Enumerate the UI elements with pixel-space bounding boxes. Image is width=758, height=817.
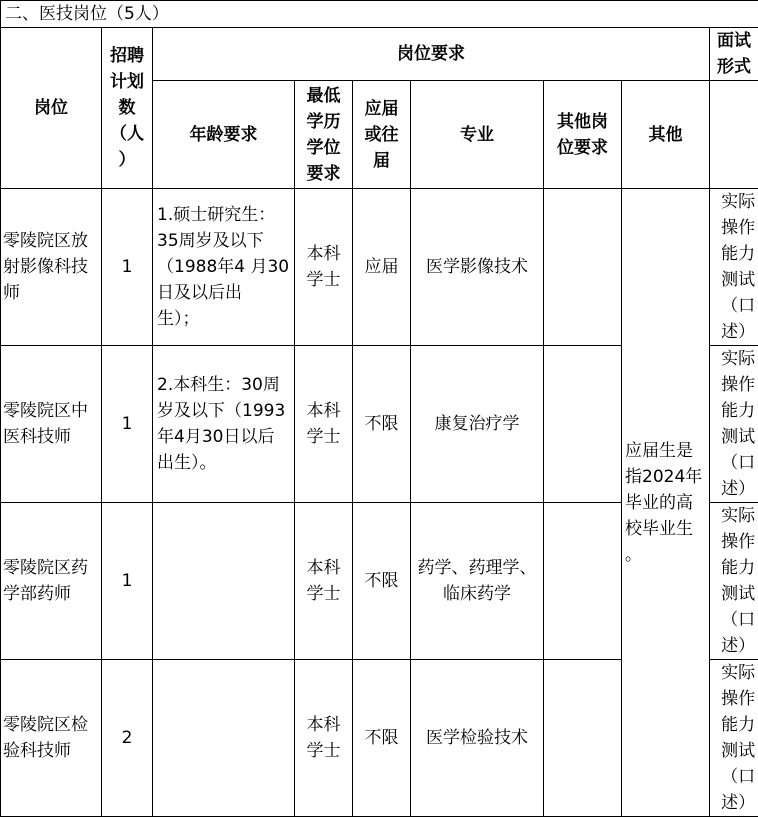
other-position-cell — [544, 189, 622, 346]
graduate-cell: 不限 — [353, 660, 411, 817]
header-graduate: 应届 或往 届 — [353, 81, 411, 189]
position-cell: 零陵院区药 学部药师 — [1, 503, 102, 660]
header-interview: 面试 形式 — [710, 28, 758, 81]
major-cell: 医学检验技术 — [411, 660, 544, 817]
count-cell: 2 — [102, 660, 153, 817]
other-position-cell — [544, 346, 622, 503]
count-cell: 1 — [102, 346, 153, 503]
header-education: 最低 学历 学位 要求 — [295, 81, 353, 189]
other-position-cell — [544, 660, 622, 817]
age-cell: 1.硕士研究生： 35周岁及以下 （1988年4 月30 日及以后出 生）； — [153, 189, 295, 346]
age-cell: 2.本科生：30周 岁及以下（1993 年4月30日以后 出生）。 — [153, 346, 295, 503]
header-age: 年龄要求 — [153, 81, 295, 189]
graduate-cell: 不限 — [353, 346, 411, 503]
other-position-cell — [544, 503, 622, 660]
education-cell: 本科 学士 — [295, 503, 353, 660]
age-cell — [153, 660, 295, 817]
graduate-cell: 应届 — [353, 189, 411, 346]
count-cell: 1 — [102, 189, 153, 346]
interview-cell: 实际 操作 能力 测试 （口 述） — [710, 660, 758, 817]
position-cell: 零陵院区检 验科技师 — [1, 660, 102, 817]
header-requirements: 岗位要求 — [153, 28, 710, 81]
header-interview-blank — [710, 81, 758, 189]
education-cell: 本科 学士 — [295, 346, 353, 503]
interview-cell: 实际 操作 能力 测试 （口 述） — [710, 189, 758, 346]
count-cell: 1 — [102, 503, 153, 660]
age-cell — [153, 503, 295, 660]
header-major: 专业 — [411, 81, 544, 189]
major-cell: 药学、药理学、 临床药学 — [411, 503, 544, 660]
education-cell: 本科 学士 — [295, 189, 353, 346]
position-cell: 零陵院区中 医科技师 — [1, 346, 102, 503]
header-other-position: 其他岗 位要求 — [544, 81, 622, 189]
section-title: 二、医技岗位（5人） — [1, 1, 758, 28]
major-cell: 医学影像技术 — [411, 189, 544, 346]
header-other: 其他 — [622, 81, 710, 189]
interview-cell: 实际 操作 能力 测试 （口 述） — [710, 346, 758, 503]
header-position: 岗位 — [1, 28, 102, 189]
education-cell: 本科 学士 — [295, 660, 353, 817]
graduate-cell: 不限 — [353, 503, 411, 660]
position-cell: 零陵院区放 射影像科技 师 — [1, 189, 102, 346]
major-cell: 康复治疗学 — [411, 346, 544, 503]
interview-cell: 实际 操作 能力 测试 （口 述） — [710, 503, 758, 660]
header-recruit-count: 招聘 计划 数 （人 ） — [102, 28, 153, 189]
other-note-cell: 应届生是 指2024年 毕业的高 校毕业生 。 — [622, 189, 710, 817]
table-row — [1, 189, 758, 346]
